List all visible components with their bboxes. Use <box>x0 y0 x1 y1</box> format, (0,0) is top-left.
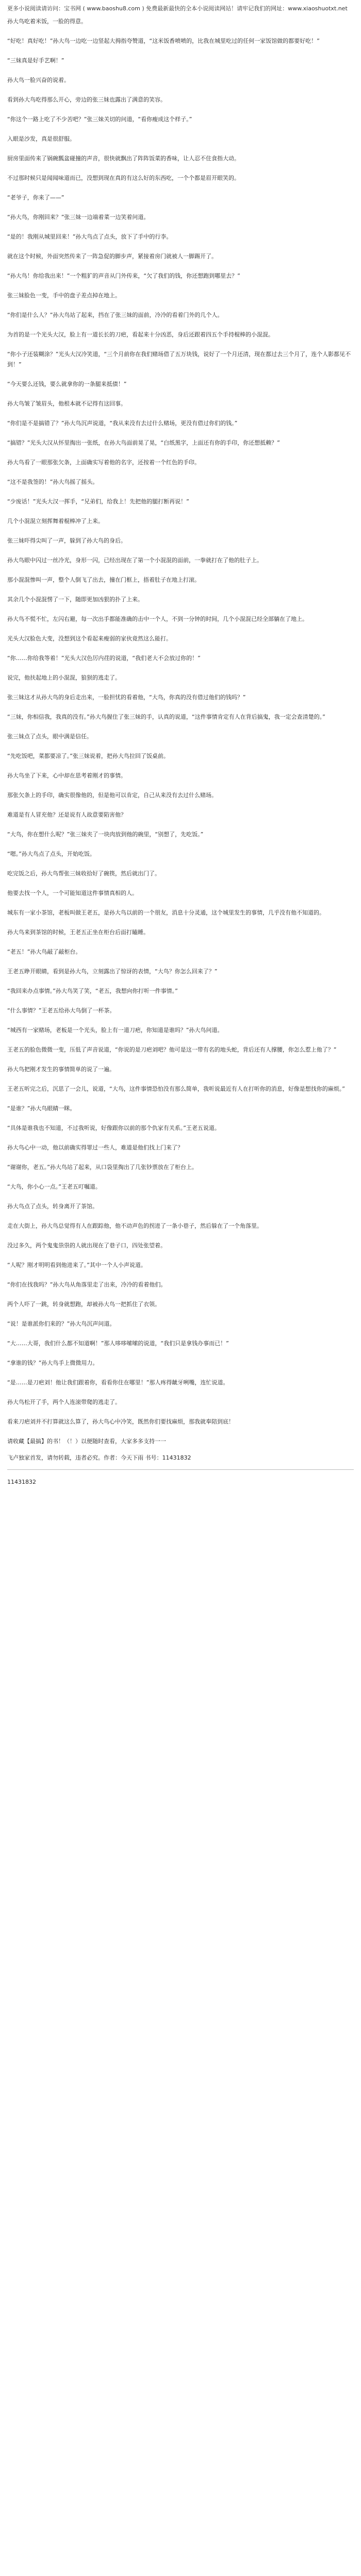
paragraph: 城东有一家小茶馆，老板叫做王老五，是孙大鸟以前的一个朋友，消息十分灵通，这个城里发生的事情，几乎没有他不知道的。 <box>7 909 325 916</box>
paragraph: “好吃！真好吃！”孙大鸟一边吃一边竖起大拇指夸赞道，“这米饭香喷喷的，比我在城里吃过的任何一家饭馆做的都要好吃！” <box>7 38 320 44</box>
paragraph: “你这个一路上吃了不少苦吧？”张三妹关切的问道，“看你瘦成这个样子。” <box>7 116 192 123</box>
paragraph: 张三妹吓得尖叫了一声，躲到了孙大鸟的身后。 <box>7 537 126 544</box>
paragraph: 孙大鸟点了点头，转身离开了茶馆。 <box>7 1203 98 1210</box>
paragraph: “老五！”孙大鸟敲了敲柜台。 <box>7 948 81 955</box>
paragraph: “三妹真是好手艺啊！” <box>7 57 64 64</box>
paragraph: “孙大鸟，你刚回来？”张三妹一边端着菜一边笑着问道。 <box>7 214 150 221</box>
paragraph: 王老五睁开眼睛，看到是孙大鸟，立刻露出了惊讶的表情，“大鸟？你怎么回来了？” <box>7 968 218 975</box>
paragraph: “今天要么还钱，要么就拿你的一条腿来抵债！” <box>7 381 127 387</box>
paragraph: “我回来办点事情。”孙大鸟笑了笑，“老五，我想向你打听一件事情。” <box>7 988 178 994</box>
paragraph: “谢谢你，老五。”孙大鸟站了起来，从口袋里掏出了几张钞票放在了柜台上。 <box>7 1164 198 1171</box>
paragraph: “这不是我签的！”孙大鸟摇了摇头。 <box>7 479 99 485</box>
paragraph: “大鸟，你小心一点。”王老五叮嘱道。 <box>7 1183 101 1190</box>
paragraph: 两个人吓了一跳，转身就想跑，却被孙大鸟一把抓住了衣领。 <box>7 1301 160 1308</box>
paragraph: 孙大鸟心中一动，他以前确实得罪过一些人，难道是他们找上门来了？ <box>7 1144 183 1151</box>
paragraph: “说！是谁派你们来的？”孙大鸟沉声问道。 <box>7 1320 116 1327</box>
paragraph: 孙大鸟眼中闪过一丝冷光，身形一闪，已经出现在了第一个小混混的面前，一拳就打在了他的肚子上。 <box>7 557 262 564</box>
paragraph: 那小混混惨叫一声，整个人倒飞了出去，撞在门框上，捂着肚子在地上打滚。 <box>7 577 200 583</box>
paragraph: 说完，他扶起地上的小混混，狼狈的逃走了。 <box>7 674 121 681</box>
paragraph: “三妹，你相信我，我真的没有。”孙大鸟握住了张三妹的手，认真的说道，“这件事情肯定有人在背后搞鬼，我一定会查清楚的。” <box>7 714 325 720</box>
paragraph: 张三妹这才从孙大鸟的身后走出来，一脸担忧的看着他，“大鸟，你真的没有借过他们的钱吗？” <box>7 694 246 701</box>
paragraph: “你们是不是搞错了？”孙大鸟沉声说道，“我从来没有去过什么赌场，更没有借过你们的钱。” <box>7 420 238 427</box>
paragraph: 难道是有人冒充他？还是说有人故意要陷害他？ <box>7 811 126 818</box>
paragraph: 几个小混混立刻挥舞着棍棒冲了上来。 <box>7 518 104 524</box>
paragraph: 看到孙大鸟吃得那么开心，旁边的张三妹也露出了满意的笑容。 <box>7 96 166 103</box>
paragraph: 看来刀疤刘并不打算就这么算了，孙大鸟心中冷笑，既然你们要找麻烦，那我就奉陪到底！ <box>7 1418 234 1425</box>
paragraph: 厨房里面传来了锅碗瓢盆碰撞的声音，很快就飘出了阵阵饭菜的香味，让人忍不住食指大动。 <box>7 155 240 162</box>
paragraph: “孙大鸟！你给我出来！”一个粗犷的声音从门外传来，“欠了我们的钱，你还想跑到哪里去？” <box>7 273 240 279</box>
paragraph: 走在大街上，孙大鸟总觉得有人在跟踪他，他不动声色的拐进了一条小巷子，然后躲在了一个角落里。 <box>7 1223 262 1229</box>
paragraph: 吃完饭之后，孙大鸟帮张三妹收拾好了碗筷，然后就出门了。 <box>7 870 160 877</box>
paragraph: 孙大鸟把刚才发生的事情简单的说了一遍。 <box>7 1066 115 1073</box>
paragraph: 孙大鸟不慌不忙，左闪右避，每一次出手都能准确的击中一个人，不到一分钟的时间，几个小混混已经全部躺在了地上。 <box>7 616 308 622</box>
chapter-body <box>7 16 354 1427</box>
paragraph: 孙大鸟吃着米饭，一脸的得意。 <box>7 18 87 25</box>
paragraph: 其余几个小混混愣了一下，随即更加凶狠的扑了上来。 <box>7 596 143 603</box>
paragraph: 孙大鸟皱了皱眉头，他根本就不记得有这回事。 <box>7 400 126 407</box>
paragraph: “是……是刀疤刘！他让我们跟着你，看看你住在哪里！”那人疼得龇牙咧嘴，连忙说道。 <box>7 1379 229 1386</box>
paragraph: “是谁？”孙大鸟眼睛一眯。 <box>7 1105 76 1112</box>
paragraph: “你们在找我吗？”孙大鸟从角落里走了出来，冷冷的看着他们。 <box>7 1281 167 1288</box>
paragraph: 没过多久，两个鬼鬼祟祟的人就出现在了巷子口，四处张望着。 <box>7 1242 166 1249</box>
paragraph: 张三妹脸色一变，手中的盘子差点掉在地上。 <box>7 292 121 299</box>
paragraph: 孙大鸟一脸兴奋的说着。 <box>7 77 70 83</box>
paragraph: “嗯。”孙大鸟点了点头，开始吃饭。 <box>7 851 95 857</box>
paragraph: 孙大鸟来到茶馆的时候，王老五正坐在柜台后面打瞌睡。 <box>7 929 149 936</box>
paragraph: 王老五的脸色微微一变，压低了声音说道，“你说的是刀疤刘吧？他可是这一带有名的地头蛇，背后还有人撑腰，你怎么惹上他了？” <box>7 1046 337 1053</box>
paragraph: 为首的是一个光头大汉，脸上有一道长长的刀疤，看起来十分凶恶，身后还跟着四五个手持棍棒的小混混。 <box>7 331 274 338</box>
paragraph: “城西有一家赌场，老板是一个光头，脸上有一道刀疤，你知道是谁吗？”孙大鸟问道。 <box>7 1027 223 1033</box>
paragraph: “搞错？”光头大汉从怀里掏出一张纸，在孙大鸟面前晃了晃，“白纸黑字，上面还有你的手印，你还想抵赖？” <box>7 439 280 446</box>
paragraph: 张三妹点了点头，眼中满是信任。 <box>7 733 92 740</box>
paragraph: 光头大汉脸色大变，没想到这个看起来瘦弱的家伙竟然这么能打。 <box>7 635 172 642</box>
paragraph: “拿谁的钱？”孙大鸟手上微微用力。 <box>7 1360 99 1366</box>
paragraph: 入眼是沙发，真是很舒服。 <box>7 135 75 142</box>
paragraph: “老爷子，你来了——” <box>7 194 64 201</box>
chapter-end-note: 请收藏【最搞】的书！（！）以便随时查看，大家多多支持一一 <box>7 1438 166 1445</box>
paragraph: 那张欠条上的手印，确实很像他的，但是他可以肯定，自己从来没有去过什么赌场。 <box>7 792 217 799</box>
paragraph: 不过那时候只是闻闻味道而已，没想到现在真的有这么好的东西吃，一个个都是眉开眼笑的。 <box>7 175 240 181</box>
paragraph: 孙大鸟看了一眼那张欠条，上面确实写着他的名字，还按着一个红色的手印。 <box>7 459 200 466</box>
paragraph: “你小子还装糊涂？”光头大汉冷笑道，“三个月前你在我们赌场借了五万块钱，说好了一个月还清，现在都过去三个月了，连个人影都见不到！” <box>7 351 351 368</box>
paragraph: “先吃饭吧，菜都要凉了。”张三妹说着，把孙大鸟拉回了饭桌前。 <box>7 753 169 759</box>
paragraph: “大……大哥，我们什么都不知道啊！”那人哆哆嗦嗦的说道，“我们只是拿钱办事而已！” <box>7 1340 229 1347</box>
paragraph: “少废话！”光头大汉一挥手，“兄弟们，给我上！先把他的腿打断再说！” <box>7 498 189 505</box>
divider <box>7 1469 354 1470</box>
paragraph: “具体是谁我也不知道，不过我听说，好像跟你以前的那个仇家有关系。”王老五说道。 <box>7 1125 220 1131</box>
paragraph: “是的！我刚从城里回来！”孙大鸟点了点头，放下了手中的行李。 <box>7 233 172 240</box>
chapter-notice: 飞卢独家首发，请勿转载，违者必究。作者：今天下雨 书号：11431832 <box>7 1454 191 1461</box>
paragraph: 孙大鸟坐了下来，心中却在思考着刚才的事情。 <box>7 772 126 779</box>
paragraph: “你们是什么人？”孙大鸟站了起来，挡在了张三妹的面前，冷冷的看着门外的几个人。 <box>7 312 223 318</box>
top-banner: 更多小说阅读请访问：宝书网 ( www.baoshu8.com ) 免费最新最快的全本小说阅读网站！请牢记我们的网址：www.xiaoshuotxt.net <box>7 5 348 12</box>
paragraph: “人呢？刚才明明看到他进来了。”其中一个人小声说道。 <box>7 1262 146 1268</box>
paragraph: “大鸟，你在想什么呢？”张三妹夹了一块肉放到他的碗里，“别想了，先吃饭。” <box>7 831 204 838</box>
paragraph: 王老五听完之后，沉思了一会儿，说道，“大鸟，这件事情恐怕没有那么简单，我听说最近有人在打听你的消息，好像是想找你的麻烦。” <box>7 1086 345 1092</box>
paragraph: 孙大鸟松开了手，两个人连滚带爬的逃走了。 <box>7 1399 121 1405</box>
paragraph: “什么事情？”王老五给孙大鸟倒了一杯茶。 <box>7 1007 116 1014</box>
paragraph: “你……你给我等着！”光头大汉色厉内荏的说道，“我们老大不会放过你的！” <box>7 655 201 662</box>
paragraph: 他要去找一个人，一个可能知道这件事情真相的人。 <box>7 890 138 896</box>
book-id: 11431832 <box>7 1479 36 1485</box>
paragraph: 就在这个时候，外面突然传来了一阵急促的脚步声，紧接着房门就被人一脚踢开了。 <box>7 253 217 260</box>
